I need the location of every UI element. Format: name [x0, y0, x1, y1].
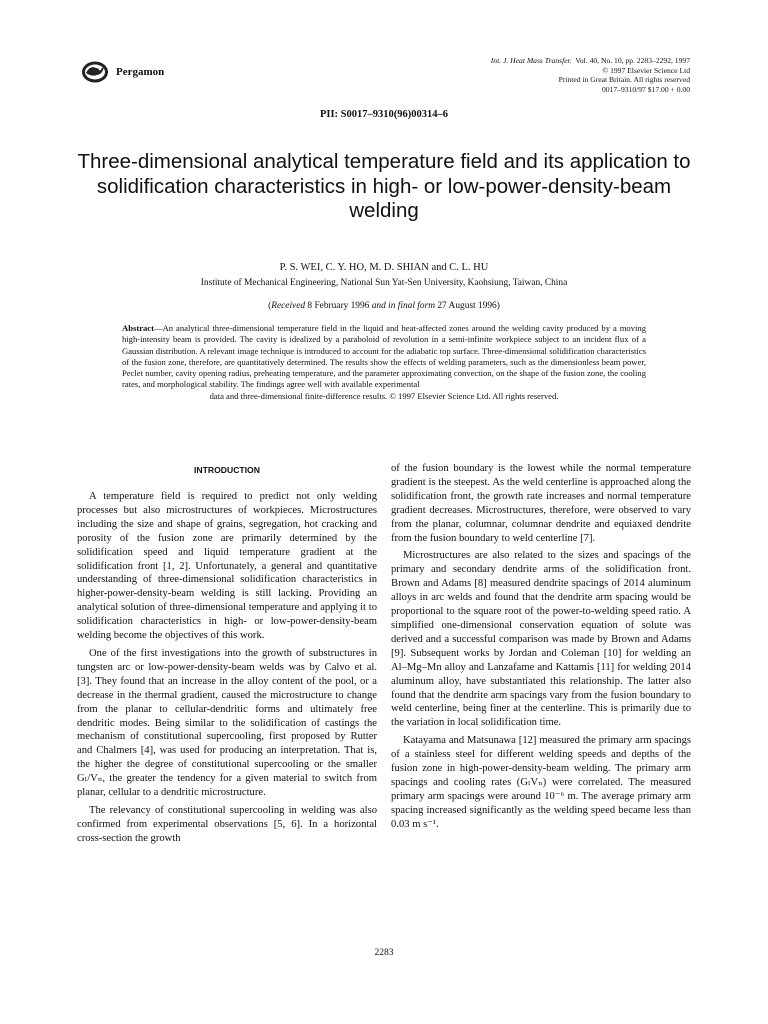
section-heading-introduction: INTRODUCTION: [194, 465, 260, 475]
affiliation: Institute of Mechanical Engineering, National Sun Yat-Sen University, Kaohsiung, Taiwan, China: [200, 278, 568, 288]
final-date: 27 August 1996): [435, 301, 500, 311]
abstract-label: Abstract: [122, 323, 154, 333]
publisher-logo: [80, 60, 164, 84]
journal-name: Int. J. Heat Mass Transfer.: [490, 56, 572, 65]
pergamon-logo-icon: [80, 60, 110, 84]
left-column: [77, 490, 377, 850]
volume-info: Vol. 40, No. 10, pp. 2283–2292, 1997: [575, 56, 690, 65]
copyright: © 1997 Elsevier Science Ltd: [602, 65, 690, 75]
received-date: 8 February 1996: [305, 301, 372, 311]
page-number: 2283: [374, 948, 394, 958]
authors: P. S. WEI, C. Y. HO, M. D. SHIAN and C. L. HU: [279, 262, 489, 273]
publisher-name: Pergamon: [116, 66, 165, 78]
received-open: (: [268, 301, 272, 311]
issn: 0017–9310/97 $17.00 + 0.00: [601, 84, 690, 94]
citation-line-1: [491, 56, 690, 66]
paragraph: The relevancy of constitutional supercooling in welding was also confirmed from experimental observations [5, 6]. In a horizontal cross-section the growth: [77, 804, 377, 844]
final-form-label: and in final form: [371, 301, 436, 311]
paragraph: of the fusion boundary is the lowest while the normal temperature gradient is the steepest. As the weld centerline is approached along the solidification front, the growth rate increases and normal temperature gradient decreases. Microstructures, therefore, were observed to vary from the planar, columnar, columnar dendrite and equiaxed dendrite from the fusion boundary to weld centerline [7].: [391, 463, 691, 544]
abstract: [122, 323, 646, 402]
abstract-last-line: data and three-dimensional finite-difference results. © 1997 Elsevier Science Ltd. All rights reserved.: [209, 390, 559, 401]
printed-note: Printed in Great Britain. All rights reserved: [558, 75, 690, 84]
pii: PII: S0017–9310(96)00314–6: [319, 109, 449, 120]
paragraph: Katayama and Matsunawa [12] measured the primary arm spacings of a stainless steel for different welding speeds and depths of the fusion zone in high-power-density-beam welding. The primary arm spacings and cooling rates (GₗVₙ) were correlated. The measured primary arm spacings were around 10⁻⁶ m. The average primary arm spacing increased significantly as the welding speed became less than 0.03 m s⁻¹.: [391, 735, 691, 830]
paragraph: One of the first investigations into the growth of substructures in tungsten arc or low-power-density-beam welds was by Calvo et al. [3]. They found that an increase in the alloy content of the pool, or a decrease in the thermal gradient, caused the microstructure to change from the planar to cellular-dendritic forms and ultimately free dendritic modes. Being similar to the solidification of castings the mechanism of constitutional supercooling, first proposed by Rutter and Chalmers [4], was used for producing an interpretation. That is, the higher the degree of constitutional supercooling or the smaller Gₗ/Vₙ, the greater the tendency for a given material to switch from planar, cellular to a dendritic microstructure.: [77, 647, 377, 799]
abstract-body: —An analytical three-dimensional temperature field in the liquid and heat-affected zones around the welding cavity produced by a moving high-intensity beam is provided. The cavity is idealized by a paraboloid of revolution in a semi-infinite workpiece subject to an incident flux of a Gaussian distribution. A relevant image technique is introduced to account for the adiabatic top surface. Three-dimensional solidification characteristics of the fusion zone, therefore, are quantitatively determined. The results show the effects of welding parameters, such as the dimensionless beam power, Peclet number, cavity opening radius, preheating temperature, and the parameter approximating convection, on the shape of the fusion zone, the cooling rates, and morphological stability. The findings agree well with available experimental: [122, 323, 646, 390]
paragraph: A temperature field is required to predict not only welding processes but also microstructures of workpieces. Microstructures including the size and shape of grains, segregation, hot cracking and porosity of the fusion zone are primarily determined by the solidification speed and liquid temperature gradient at the solidification front [1, 2]. Unfortunately, a general and quantitative understanding of three-dimensional solidification characteristics in higher-power-density-beam welding is still lacking. Providing an analytical solution of three-dimensional temperature and applying it to solidification characteristics in high- or low-power-density-beam welding become the objectives of this work.: [77, 491, 377, 642]
received-dates: [0, 301, 768, 311]
citation-block: [491, 56, 690, 94]
received-label: Received: [271, 301, 306, 311]
paragraph: Microstructures are also related to the sizes and spacings of the primary and secondary dendrite arms of the solidification front. Brown and Adams [8] measured dendrite spacings of 2014 aluminum alloys in arc welds and found that the dendrite arm spacing would be proportional to the square root of the power-to-welding speed ratio. A simplified one-dimensional conservation equation of solute was derived and a successful comparison was made by Brown and Adams [9]. Subsequent works by Jordan and Coleman [10] for welding an Al–Mg–Mn alloy and Lanzafame and Kattamis [11] for welding 2014 aluminum alloy, have substantiated this relationship. The latter also found that the dendrite arm spacings vary from the fusion boundary to weld centerline, being finer at the centerline. This is primarily due to the variation in local solidification time.: [391, 550, 691, 729]
right-column: [391, 462, 691, 836]
paper-title: Three-dimensional analytical temperature field and its application to solidification characteristics in high- or low-power-density-beam welding: [77, 150, 691, 222]
